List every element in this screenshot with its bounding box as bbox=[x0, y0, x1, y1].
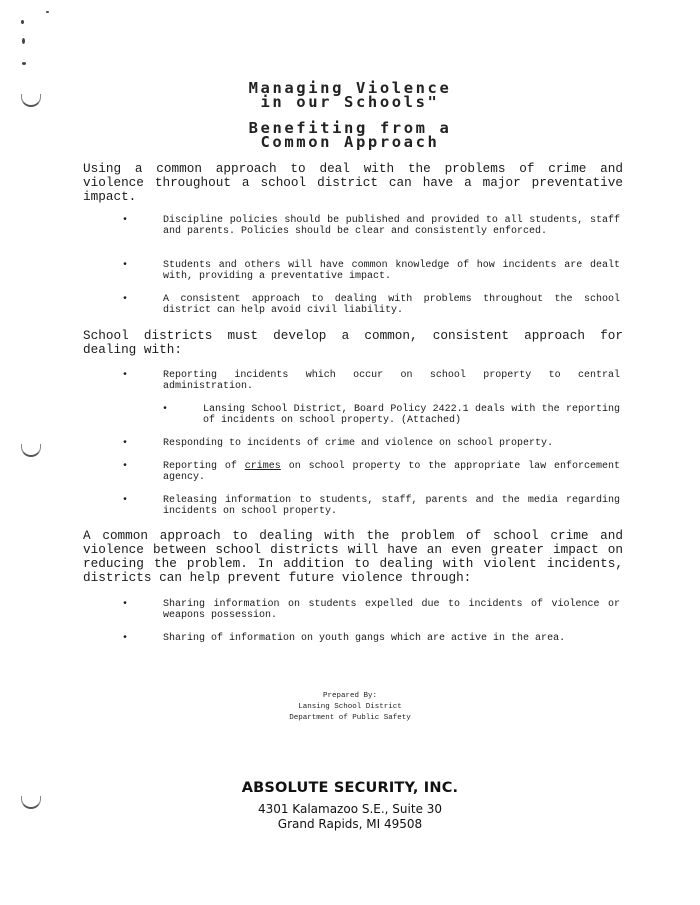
bullet-text: A consistent approach to dealing with problems throughout the school district can help avoid civil liability. bbox=[163, 294, 620, 316]
company-name: ABSOLUTE SECURITY, INC. bbox=[241, 780, 459, 796]
title-line-1: Managing Violence bbox=[248, 79, 452, 97]
company-address-1: 4301 Kalamazoo S.E., Suite 30 bbox=[257, 802, 443, 816]
underlined-word: crimes bbox=[244, 461, 281, 472]
title-line-2: in our Schools" bbox=[260, 93, 440, 111]
bullet-mark: • bbox=[122, 438, 129, 449]
section-3-paragraph: A common approach to dealing with the problem of school crime and violence between school districts will have an even greater impact on reducing the problem. In addition to dealing with violent incidents, districts can help prevent future violence through: bbox=[83, 528, 623, 585]
subtitle-line-2: Common Approach bbox=[260, 133, 440, 151]
section-3-bullet-2 bbox=[122, 633, 620, 644]
bullet-text: Reporting incidents which occur on school property to central administration. bbox=[163, 370, 620, 392]
bullet-mark: • bbox=[122, 215, 129, 226]
section-2-bullet-4 bbox=[122, 495, 620, 517]
hole-punch-top bbox=[21, 94, 41, 107]
bullet-mark: • bbox=[122, 599, 129, 610]
subtitle-line-1: Benefiting from a bbox=[248, 119, 452, 137]
bullet-mark: • bbox=[122, 633, 129, 644]
scan-speck bbox=[22, 62, 26, 65]
bullet-text: Sharing information on students expelled due to incidents of violence or weapons possession. bbox=[163, 599, 620, 621]
intro-paragraph: Using a common approach to deal with the problems of crime and violence throughout a school district can have a major preventative impact. bbox=[83, 161, 623, 204]
section-3-bullet-1 bbox=[122, 599, 620, 621]
section-2-bullet-3 bbox=[122, 461, 620, 483]
bullet-mark: • bbox=[122, 294, 129, 305]
hole-punch-bottom bbox=[21, 796, 41, 809]
bullet-text: Responding to incidents of crime and violence on school property. bbox=[163, 438, 554, 449]
intro-bullet-2 bbox=[122, 260, 620, 282]
bullet-text: Students and others will have common knowledge of how incidents are dealt with, providing a preventative impact. bbox=[163, 260, 620, 282]
bullet-text: Sharing of information on youth gangs which are active in the area. bbox=[163, 633, 566, 644]
scan-speck bbox=[46, 11, 49, 13]
bullet-text: Releasing information to students, staff, parents and the media regarding incidents on school property. bbox=[163, 495, 620, 517]
intro-bullet-3 bbox=[122, 294, 620, 316]
prepared-by-org-1: Lansing School District bbox=[298, 703, 402, 711]
bullet-text-part: on school property to the appropriate law enforcement agency. bbox=[163, 461, 620, 483]
bullet-text bbox=[163, 461, 620, 483]
bullet-mark: • bbox=[122, 461, 129, 472]
bullet-text: Discipline policies should be published and provided to all students, staff and parents. Policies should be clear and consistently enforced. bbox=[163, 215, 620, 237]
bullet-text-part: Reporting of bbox=[163, 461, 245, 472]
bullet-mark: • bbox=[122, 495, 129, 506]
section-2-sub-bullet bbox=[162, 404, 620, 426]
scan-speck bbox=[22, 38, 25, 44]
intro-bullet-1 bbox=[122, 215, 620, 237]
section-2-bullet-1 bbox=[122, 370, 620, 392]
hole-punch-middle bbox=[21, 444, 41, 457]
prepared-by-org-2: Department of Public Safety bbox=[289, 714, 411, 722]
bullet-mark: • bbox=[122, 260, 129, 271]
prepared-by-label: Prepared By: bbox=[322, 692, 377, 700]
bullet-mark: • bbox=[122, 370, 129, 381]
section-2-bullet-2 bbox=[122, 438, 620, 449]
bullet-mark: • bbox=[162, 404, 169, 415]
section-2-paragraph: School districts must develop a common, consistent approach for dealing with: bbox=[83, 328, 623, 357]
company-address-2: Grand Rapids, MI 49508 bbox=[277, 817, 423, 831]
bullet-text: Lansing School District, Board Policy 2422.1 deals with the reporting of incidents on school property. (Attached) bbox=[203, 404, 620, 426]
scan-speck bbox=[21, 20, 24, 24]
